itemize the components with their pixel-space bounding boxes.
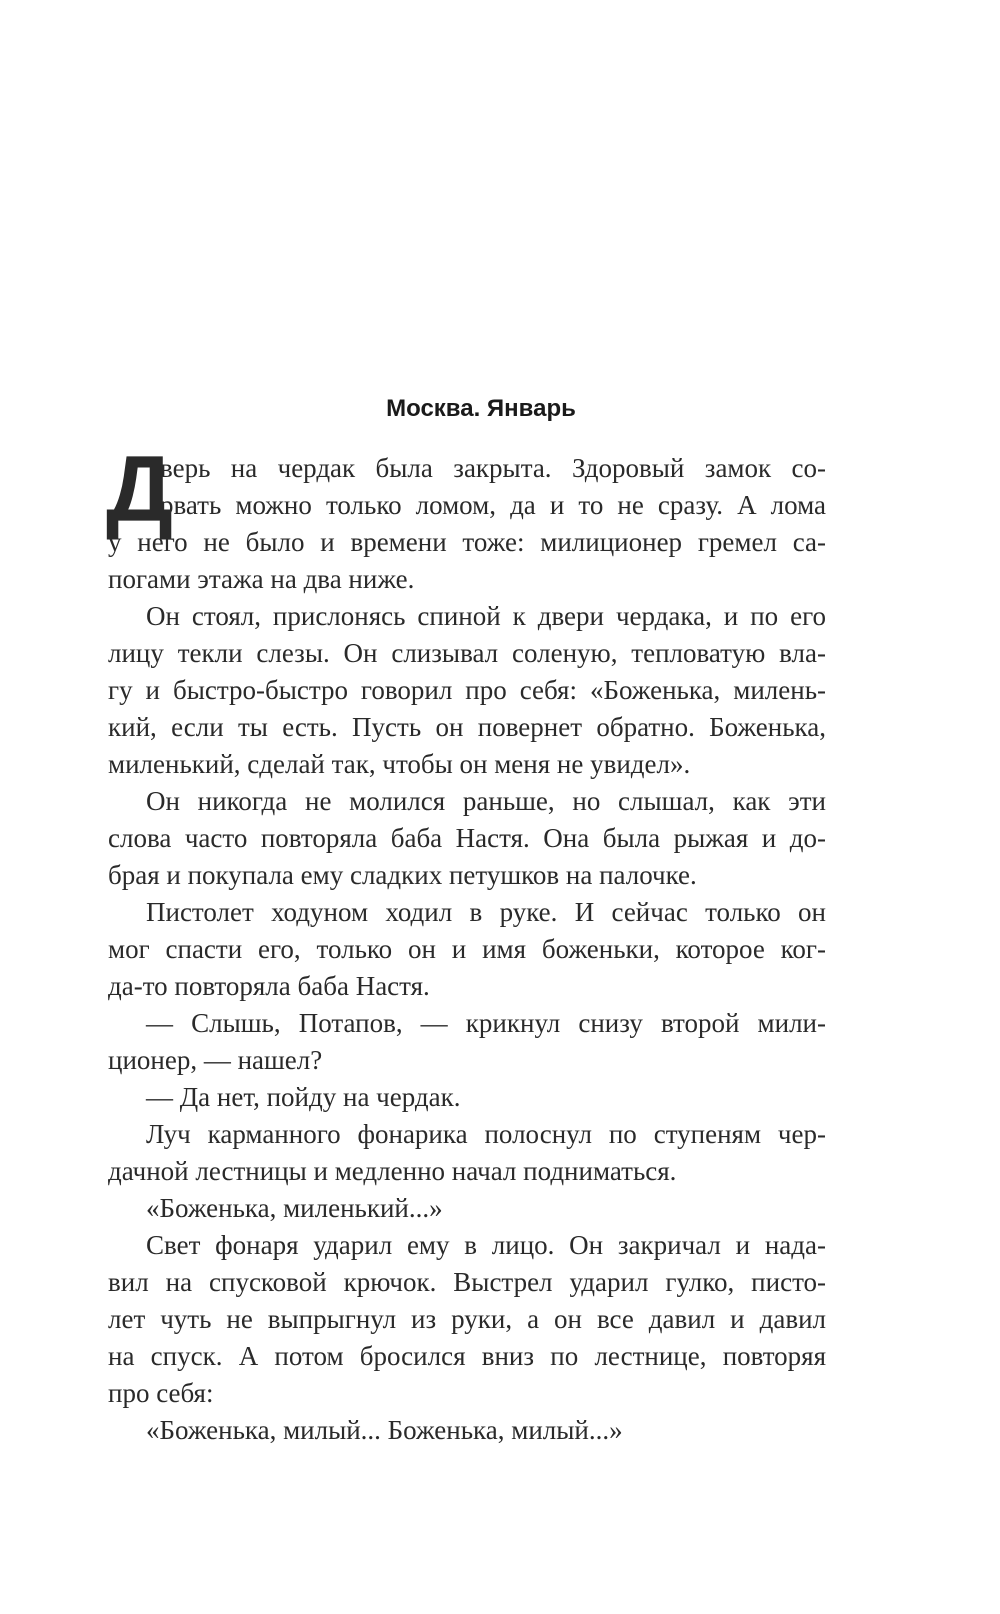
body-text <box>106 436 826 1449</box>
text-line: про себя: <box>108 1378 214 1408</box>
text-line: — Да нет, пойду на чердак. <box>146 1082 461 1112</box>
text-line: ционер, — нашел? <box>108 1045 323 1075</box>
text-line: да-то повторяла баба Настя. <box>108 971 430 1001</box>
text-line: Он стоял, прислонясь спиной к двери чердака, и по его <box>146 601 826 631</box>
text-line: слова часто повторяла баба Настя. Она была рыжая и до- <box>108 823 826 853</box>
text-line: мог спасти его, только он и имя боженьки, которое ког- <box>108 934 826 964</box>
text-line: гу и быстро-быстро говорил про себя: «Боженька, милень- <box>108 675 826 705</box>
text-line: лицу текли слезы. Он слизывал соленую, тепловатую вла- <box>108 638 826 668</box>
text-line: погами этажа на два ниже. <box>108 564 415 594</box>
text-line: вил на спусковой крючок. Выстрел ударил гулко, писто- <box>108 1267 826 1297</box>
text-line: миленький, сделай так, чтобы он меня не увидел». <box>108 749 691 779</box>
text-line: Он никогда не молился раньше, но слышал, как эти <box>146 786 826 816</box>
text-line: Пистолет ходуном ходил в руке. И сейчас только он <box>146 897 826 927</box>
text-line: брая и покупала ему сладких петушков на палочке. <box>108 860 697 890</box>
text-line: дачной лестницы и медленно начал подниматься. <box>108 1156 677 1186</box>
text-line: Луч карманного фонарика полоснул по ступеням чер- <box>146 1119 826 1149</box>
text-line: кий, если ты есть. Пусть он повернет обратно. Боженька, <box>108 712 826 742</box>
text-line: лет чуть не выпрыгнул из руки, а он все давил и давил <box>108 1304 826 1334</box>
text-line: «Боженька, миленький...» <box>146 1193 443 1223</box>
text-line: Свет фонаря ударил ему в лицо. Он закричал и нада- <box>146 1230 826 1260</box>
text-line: «Боженька, милый... Боженька, милый...» <box>146 1415 623 1445</box>
text-line: рвать можно только ломом, да и то не сразу. А лома <box>160 490 826 520</box>
chapter-title: Москва. Январь <box>386 395 576 422</box>
text-line: верь на чердак была закрыта. Здоровый замок со- <box>160 453 826 483</box>
text-line: — Слышь, Потапов, — крикнул снизу второй мили- <box>146 1008 826 1038</box>
text-line: у него не было и времени тоже: милиционер гремел са- <box>108 527 826 557</box>
text-line: на спуск. А потом бросился вниз по лестнице, повторяя <box>108 1341 826 1371</box>
drop-cap: Д <box>106 436 173 541</box>
